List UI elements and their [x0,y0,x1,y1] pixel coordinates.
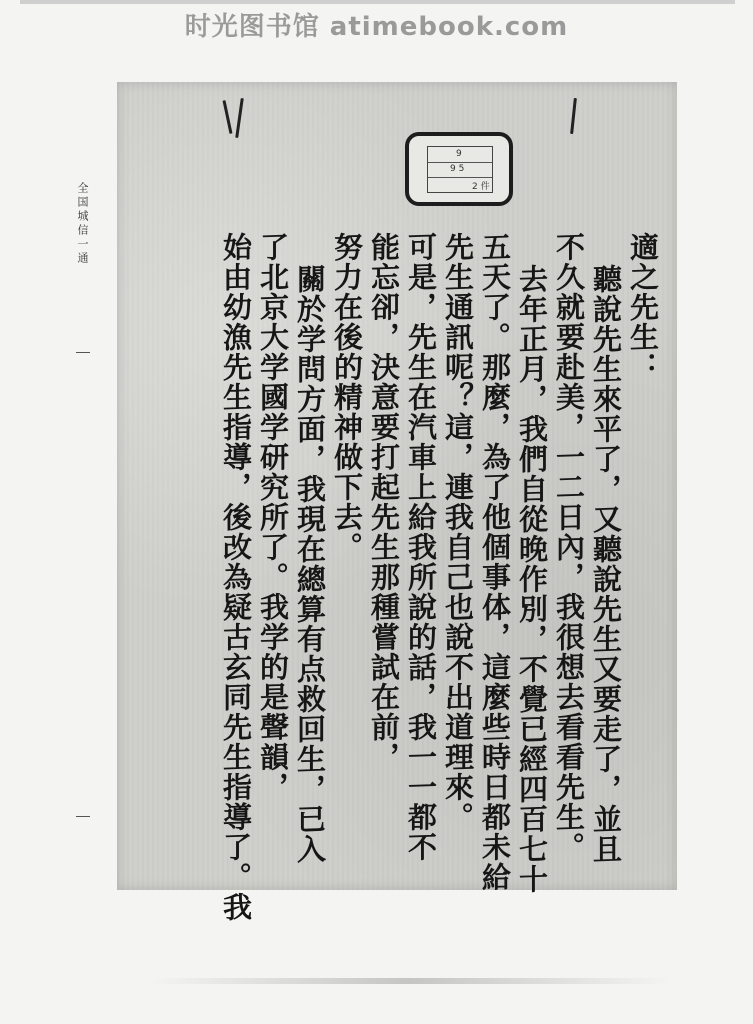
archive-stamp [405,132,513,206]
letter-column-8: 能忘卻，決意要打起先生那種嘗試在前， [367,231,401,773]
letter-column-11: 了北京大学國学研究所了。我学的是聲韻， [256,231,290,803]
letter-column-6: 先生通訊呢？這，連我自己也說不出道理來。 [441,231,475,833]
letter-column-2: 聽說先生來平了，又聽說先生又要走了，並且 [589,263,623,865]
letter-column-1: 適之先生： [626,231,660,383]
letter-column-3: 不久就要赴美，一二日內，我很想去看看先生。 [552,231,586,863]
margin-dash-top [76,352,90,353]
book-margin [60,180,100,840]
letter-column-7: 可是，先生在汽車上給我所說的話，我一一都不 [404,231,438,863]
page-edge [20,0,735,4]
margin-dash-bottom [76,816,90,817]
letter-column-10: 關於学問方面，我現在總算有点救回生，已入 [293,263,327,865]
letter-column-12: 始由幼漁先生指導，後改為疑古玄同先生指導了。我 [219,231,253,923]
handwritten-letter [219,231,660,923]
stamp-line [428,177,492,178]
stamp-number-2: 9 5 [450,164,465,174]
stamp-grid [427,146,493,193]
stamp-number-1: 9 [456,149,462,159]
stamp-line [428,162,492,163]
letter-column-5: 五天了。那麼，為了他個事体，這麼些時日都未給 [478,231,512,893]
watermark-text: 时光图书馆 atimebook.com [184,12,569,42]
letter-column-4: 去年正月，我們自從晚作別，不覺已經四百七十 [515,263,549,895]
page-bottom-shadow [150,978,670,984]
stamp-number-3: 2 件 [472,182,490,192]
book-running-title: 全国城信一通 [76,182,89,266]
letter-column-9: 努力在後的精神做下去。 [330,231,364,563]
